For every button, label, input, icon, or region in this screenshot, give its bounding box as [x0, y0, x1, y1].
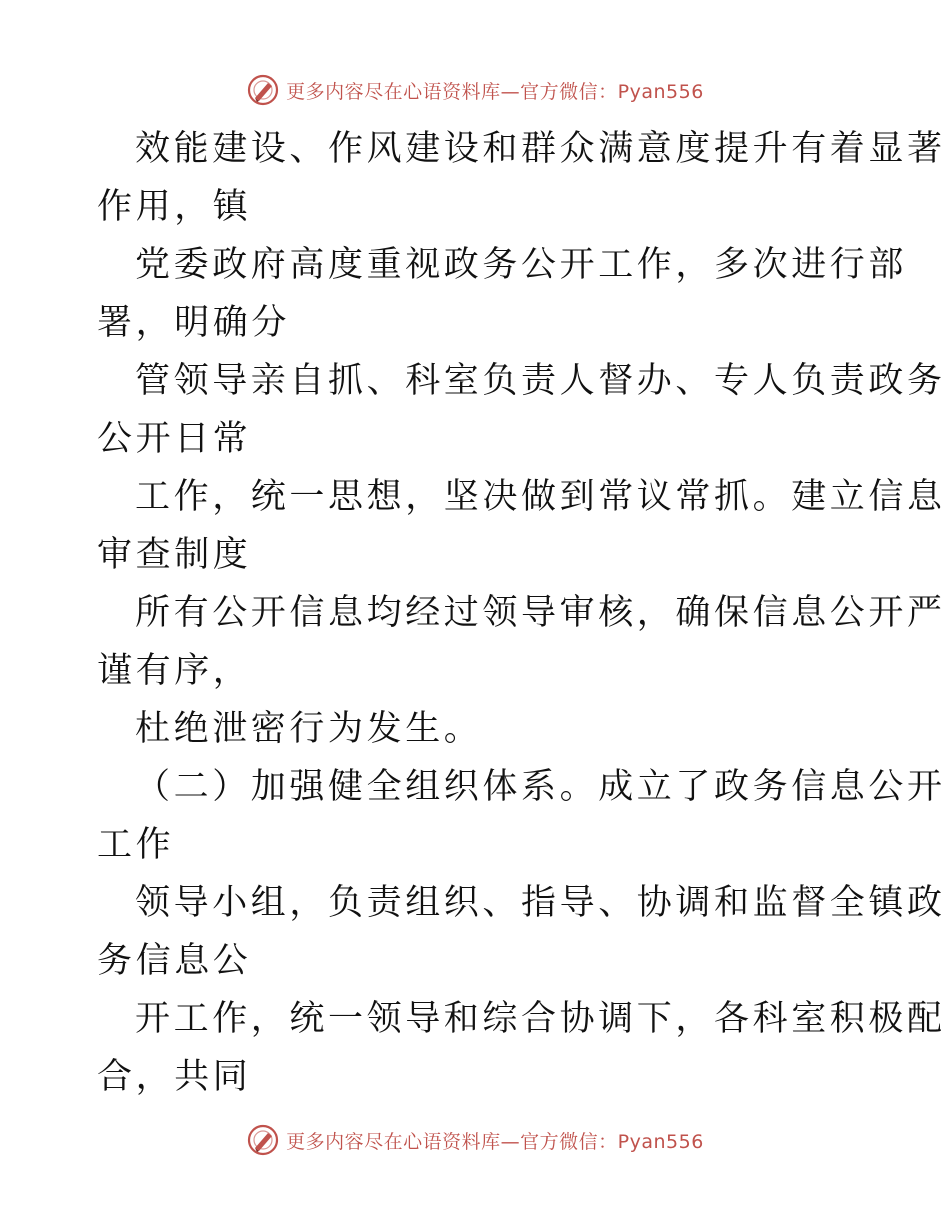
- footer-watermark: [0, 1120, 950, 1160]
- text-line: （二）加强健全组织体系。成立了政务信息公开: [135, 767, 946, 807]
- text-line: 党委政府高度重视政务公开工作，多次进行部: [135, 245, 908, 285]
- text-line: 所有公开信息均经过领导审核，确保信息公开严: [135, 593, 946, 633]
- header-watermark: [0, 70, 950, 110]
- pen-logo-icon: [246, 73, 280, 107]
- text-line: 署，明确分: [97, 303, 291, 343]
- watermark-text: 更多内容尽在心语资料库—官方微信：Pyan556: [286, 1130, 704, 1153]
- body-text: [97, 120, 946, 1106]
- text-line: 作用，镇: [97, 187, 252, 227]
- text-line: 务信息公: [97, 941, 252, 981]
- text-line: 领导小组，负责组织、指导、协调和监督全镇政: [135, 883, 946, 923]
- text-line: 管领导亲自抓、科室负责人督办、专人负责政务: [135, 361, 946, 401]
- text-line: 审查制度: [97, 535, 252, 575]
- watermark-text: 更多内容尽在心语资料库—官方微信：Pyan556: [286, 80, 704, 103]
- text-line: 谨有序，: [97, 651, 252, 691]
- text-line: 工作，统一思想，坚决做到常议常抓。建立信息: [135, 477, 946, 517]
- text-line: 合，共同: [97, 1057, 252, 1097]
- text-line: 工作: [97, 825, 175, 865]
- text-line: 公开日常: [97, 419, 252, 459]
- text-line: 杜绝泄密行为发生。: [135, 709, 483, 749]
- pen-logo-icon: [246, 1123, 280, 1157]
- text-line: 效能建设、作风建设和群众满意度提升有着显著: [135, 129, 946, 169]
- text-line: 开工作，统一领导和综合协调下，各科室积极配: [135, 999, 946, 1039]
